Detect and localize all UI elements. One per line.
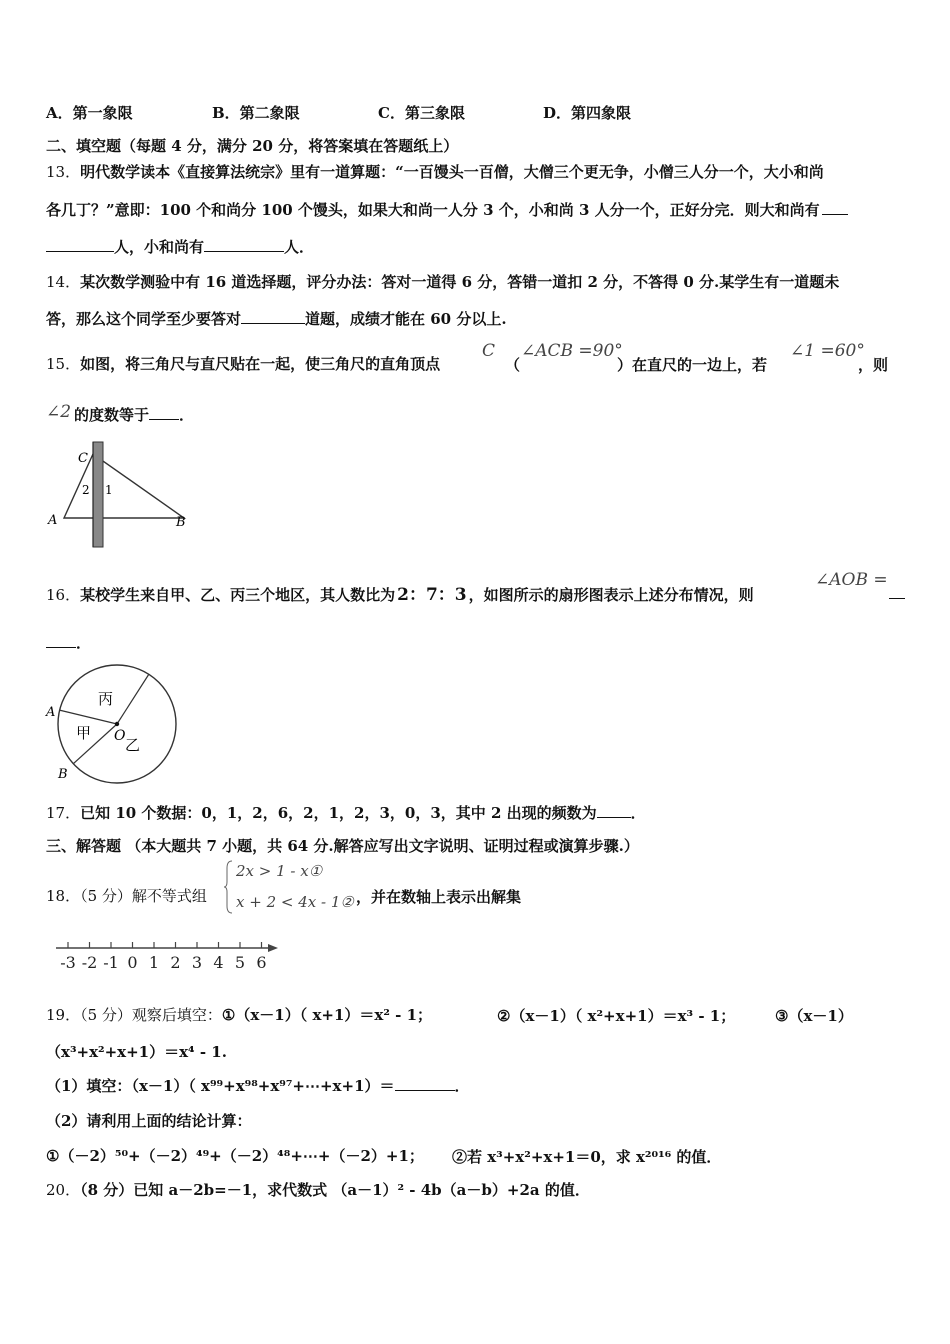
q20-line [46,1180,590,1200]
q13-text3b: 人． [284,238,315,256]
q13-text3a: 人，小和尚有 [114,238,205,256]
q15-angle1: ∠1 =60° [790,341,865,361]
q16-line2 [46,633,91,653]
q19-example1: ①（x－1）（ x+1）＝x² - 1； [221,1006,433,1024]
q15-vertex-c: C [482,341,496,361]
q19-blank[interactable] [395,1076,455,1091]
q15-text2: ）在直尺的一边上，若 [617,356,768,374]
q17-number: 17． [46,804,81,822]
q16-pie-figure [40,660,185,785]
q16-line1 [46,585,754,605]
axis-label: 2 [170,953,181,972]
q16-text2: ，如图所示的扇形图表示上述分布情况，则 [468,586,754,604]
q15-line2 [74,404,194,425]
q15-paren-open: （ [505,356,521,374]
axis-label: -2 [81,953,98,972]
option-a: A．第一象限 [46,104,133,122]
q17-blank[interactable] [597,803,631,818]
q13-text2: 各几丁？”意即：100 个和尚分 100 个馒头，如果大和尚一人分 3 个，小和尚 3 人分一个，正好分完．则大和尚有 [46,201,820,219]
pie-radius-oa [59,710,117,724]
q14-line1 [46,272,839,292]
q18-text: ，并在数轴上表示出解集 [356,888,522,906]
q15-angle2: ∠2 [46,402,72,422]
q17-end: ． [630,804,646,822]
pie-radius-1 [117,674,149,724]
axis-label: 3 [191,953,203,972]
q17-line [46,803,646,823]
option-d: D．第四象限 [543,104,632,122]
q14-line2 [46,309,507,329]
q14-text1: 某次数学测验中有 16 道选择题，评分办法：答对一道得 6 分，答错一道扣 2 分，不答得 0 分.某学生有一道题未 [80,273,840,291]
pie-label-yi: 乙 [125,736,141,754]
q19-calc1: ①（－2）⁵⁰+（－2）⁴⁹+（－2）⁴⁸+⋯+（－2）+1； [46,1147,424,1165]
q19-line1 [46,1005,432,1025]
q19-line2: （x³+x²+x+1）＝x⁴ - 1. [46,1043,227,1061]
axis-label: 5 [234,953,246,972]
pie-label-jia: 甲 [76,724,92,742]
section2-heading: 二、填空题（每题 4 分，满分 20 分，将答案填在答题纸上） [46,137,459,155]
q18-points: （5 分）解不等式组 [80,887,207,905]
pie-center [115,722,119,726]
q18-brace [224,860,233,914]
q16-ratio: 2：7：3 [397,585,467,605]
q16-text1: 某校学生来自甲、乙、丙三个地区，其人数比为 [80,586,396,604]
q15-line1 [46,354,440,374]
q16-blank[interactable] [46,633,76,648]
q18-number: 18． [46,887,81,905]
q13-line2 [46,200,848,220]
q15-angle-acb: ∠ACB =90° [521,341,623,361]
axis-label: 1 [148,953,160,972]
q14-text2a: 答，那么这个同学至少要答对 [46,310,242,328]
q14-text2b: 道题，成绩才能在 60 分以上. [305,310,507,328]
q20-number: 20． [46,1181,81,1199]
q13-blank-b[interactable] [204,237,284,252]
q13-number: 13． [46,163,81,181]
q15-number: 15． [46,355,81,373]
ruler-shape [93,442,103,547]
q15-blank[interactable] [149,405,179,420]
q19-part1 [46,1076,470,1096]
q19-part1-text: （1）填空：（x－1）（ x⁹⁹+x⁹⁸+x⁹⁷+⋯+x+1）＝ [46,1077,395,1095]
pie-label-o: O [114,728,126,744]
axis-label: -3 [60,953,76,972]
section3-heading: 三、解答题 （本大题共 7 小题，共 64 分.解答应写出文字说明、证明过程或演算步骤.） [46,837,639,855]
q19-number: 19． [46,1006,81,1024]
fig-label-c: C [78,451,88,466]
q19-example3: ③（x－1） [775,1007,853,1025]
fig-label-a: A [48,513,58,528]
q18-eq1: 2x > 1 - x① [236,862,323,880]
fig-label-b: B [176,515,186,530]
axis-label: 4 [213,953,224,972]
q13-blank-a-part1[interactable] [822,200,848,215]
q14-blank[interactable] [241,309,305,324]
option-b: B．第二象限 [212,104,300,122]
q18-number-line [52,936,284,976]
q19-example2: ②（x－1）（ x²+x+1）＝x³ - 1； [497,1007,736,1025]
axis-label: 0 [127,953,138,972]
pie-label-bing: 丙 [98,690,114,708]
q15-text5: ． [179,406,195,424]
q19-part2: （2）请利用上面的结论计算： [46,1112,252,1130]
axis-label: 6 [256,953,267,972]
option-c: C．第三象限 [378,104,465,122]
axis-arrow [268,944,278,952]
q13-line1 [46,162,824,182]
q14-number: 14． [46,273,81,291]
q15-text1: 如图，将三角尺与直尺贴在一起，使三角尺的直角顶点 [80,355,441,373]
q13-blank-a[interactable] [46,237,114,252]
q16-number: 16． [46,586,81,604]
q19-calc2: ②若 x³+x²+x+1＝0，求 x²⁰¹⁶ 的值． [452,1148,722,1166]
q17-text: 已知 10 个数据：0，1，2，6，2，1，2，3，0，3，其中 2 出现的频数为 [80,804,597,822]
q16-angle: ∠AOB = [815,570,888,590]
q19-part1-end: ． [454,1077,470,1095]
q18-line [46,886,207,906]
q15-figure [44,436,194,552]
q16-blank-part1[interactable] [889,584,905,599]
q13-text1: 明代数学读本《直接算法统宗》里有一道算题：“一百馒头一百僧，大僧三个更无争，小僧三人分一个，大小和尚 [80,163,824,181]
q18-eq2: x + 2 < 4x - 1② [236,893,354,911]
q15-text3: ，则 [858,356,889,374]
q13-line3 [46,237,314,257]
q19-points: （5 分）观察后填空： [80,1006,222,1024]
fig-label-2: 2 [82,483,90,497]
q20-text: （8 分）已知 a－2b=－1，求代数式 （a－1）² - 4b（a－b）+2a 的值． [80,1181,590,1199]
fig-label-1: 1 [105,483,113,497]
q15-text4: 的度数等于 [74,406,150,424]
q16-end: ． [76,634,92,652]
pie-label-a: A [46,705,56,720]
axis-label: -1 [103,953,119,972]
pie-label-b: B [58,767,68,782]
